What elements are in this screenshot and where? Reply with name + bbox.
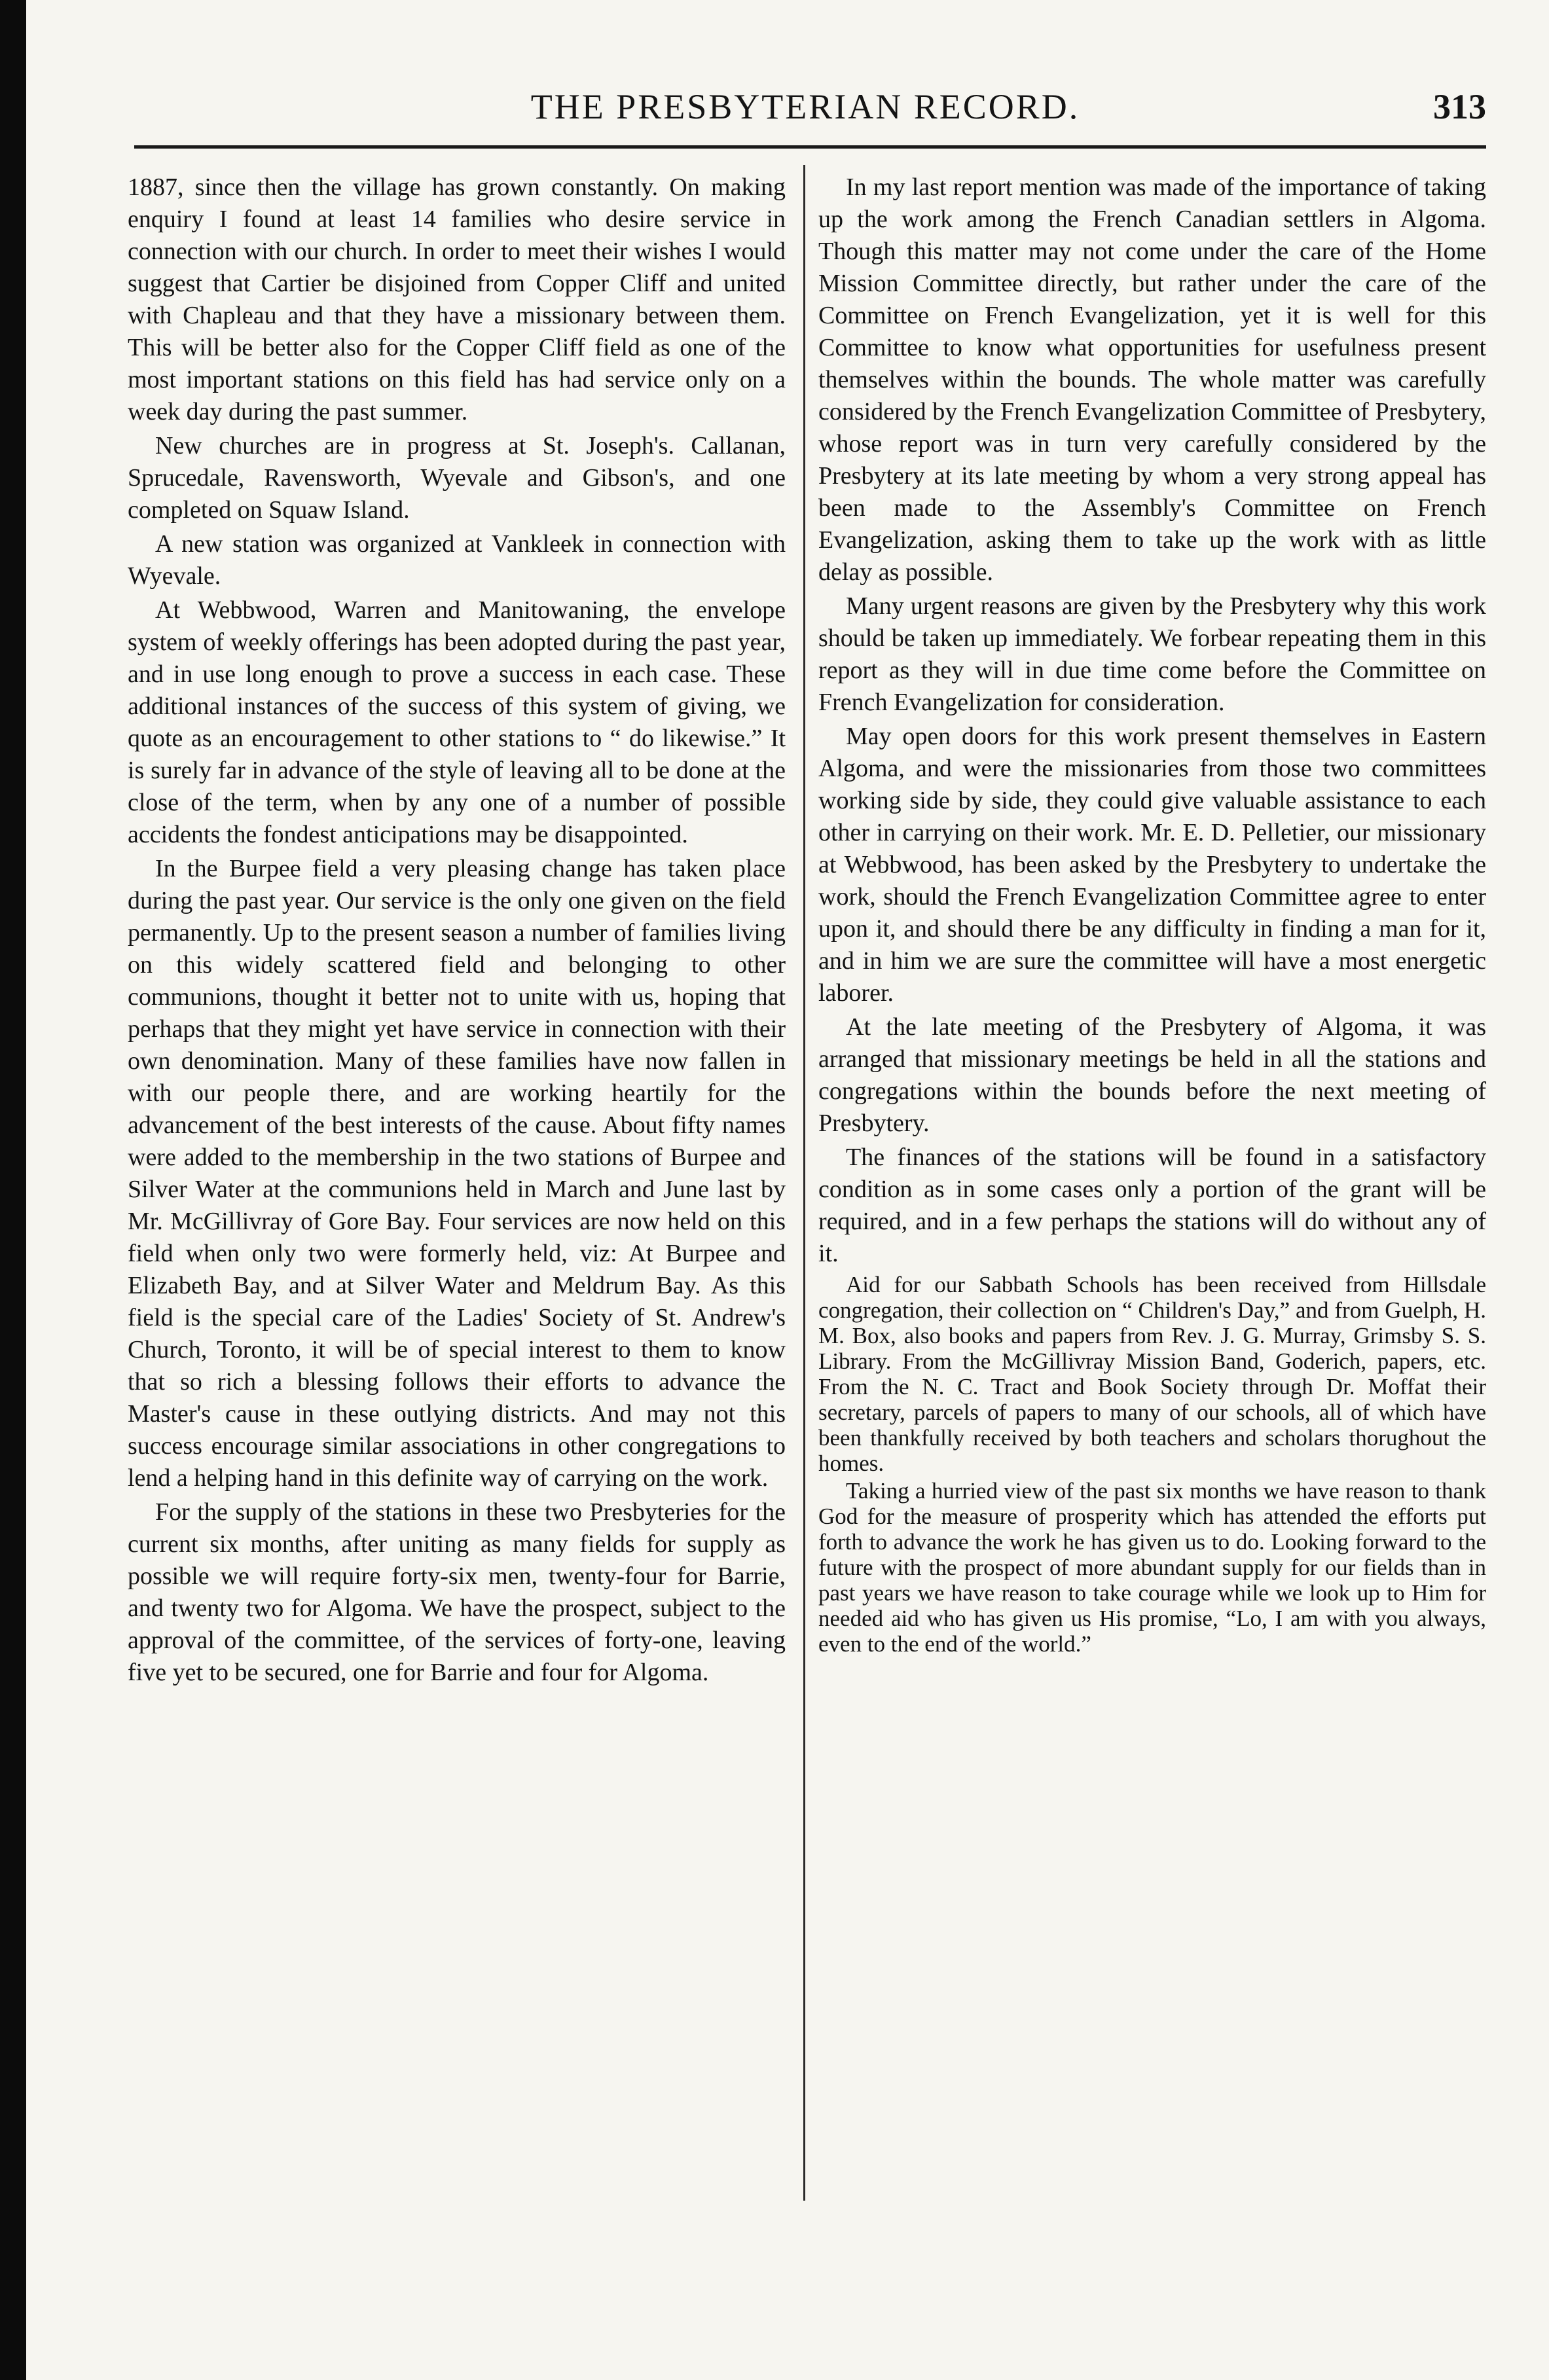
paragraph: For the supply of the stations in these two Presbyteries for the current six months, after uniting as many fields for supply as possible we will require forty-six men, twenty-four for Barrie, and twenty two for Algoma. We have the prospect, subject to the approval of the committee, of the services of forty-one, leaving five yet to be secured, one for Barrie and four for Algoma. <box>128 1498 786 1686</box>
paragraph: Aid for our Sabbath Schools has been received from Hillsdale congregation, their collection on “ Children's Day,” and from Guelph, H. M. Box, also books and papers from Rev. J. G. Murray, Grimsby S. S. Library. From the McGillivray Mission Band, Goderich, papers, etc. From the N. C. Tract and Book Society through Dr. Moffat their secretary, parcels of papers to many of our schools, all of which have been thankfully received by both teachers and scholars thorughout the homes. <box>818 1272 1486 1476</box>
paragraph: May open doors for this work present themselves in Eastern Algoma, and were the missionaries from those two committees working side by side, they could give valuable assistance to each other in carrying on their work. Mr. E. D. Pelletier, our missionary at Webbwood, has been asked by the Presbytery to undertake the work, should the French Evangelization Committee agree to enter upon it, and should there be any difficulty in finding a man for it, and in him we are sure the committee will have a most energetic laborer. <box>818 723 1486 1007</box>
paragraph: Many urgent reasons are given by the Presbytery why this work should be taken up immediately. We forbear repeating them in this report as they will in due time come before the Committee on French Evangelization for consideration. <box>818 592 1486 716</box>
paragraph: 1887, since then the village has grown constantly. On making enquiry I found at least 14 families who desire service in connection with our church. In order to meet their wishes I would suggest that Cartier be disjoined from Copper Cliff and united with Chapleau and that they have a missionary between them. This will be better also for the Copper Cliff field as one of the most important stations on this field has had service only on a week day during the past summer. <box>128 173 786 425</box>
paragraph: Taking a hurried view of the past six months we have reason to thank God for the measure of prosperity which has attended the efforts put forth to advance the work he has given us to do. Looking forward to the future with the prospect of more abundant supply for our fields than in past years we have reason to take courage while we look up to Him for needed aid who has given us His promise, “Lo, I am with you always, even to the end of the world.” <box>818 1478 1486 1657</box>
paragraph: A new station was organized at Vankleek in connection with Wyevale. <box>128 530 786 590</box>
page-number: 313 <box>1433 87 1486 126</box>
right-column <box>818 171 1486 1659</box>
paragraph: At Webbwood, Warren and Manitowaning, the envelope system of weekly offerings has been adopted during the past year, and in use long enough to prove a success in each case. These additional instances of the success of this system of giving, we quote as an encouragement to other stations to “ do likewise.” It is surely far in advance of the style of leaving all to be done at the close of the term, when by any one of a number of possible accidents the fondest anticipations may be disappointed. <box>128 596 786 848</box>
paragraph: New churches are in progress at St. Joseph's. Callanan, Sprucedale, Ravensworth, Wyevale and Gibson's, and one completed on Squaw Island. <box>128 432 786 524</box>
binding-edge <box>0 0 26 2380</box>
paragraph: In my last report mention was made of the importance of taking up the work among the French Canadian settlers in Algoma. Though this matter may not come under the care of the Home Mission Committee directly, but rather under the care of the Committee on French Evangelization, yet it is well for this Committee to know what opportunities for usefulness present themselves within the bounds. The whole matter was carefully considered by the French Evangelization Committee of Presbytery, whose report was in turn very carefully considered by the Presbytery at its late meeting by whom a very strong appeal has been made to the Assembly's Committee on French Evangelization, asking them to take up the work with as little delay as possible. <box>818 173 1486 586</box>
page-title: THE PRESBYTERIAN RECORD. <box>530 87 1080 126</box>
running-head <box>124 86 1486 132</box>
paragraph: In the Burpee field a very pleasing change has taken place during the past year. Our service is the only one given on the field permanently. Up to the present season a number of families living on this widely scattered field and belonging to other communions, thought it better not to unite with us, hoping that perhaps that they might yet have service in connection with their own denomination. Many of these families have now fallen in with our people there, and are working heartily for the advancement of the best interests of the cause. About fifty names were added to the membership in the two stations of Burpee and Silver Water at the communions held in March and June last by Mr. McGillivray of Gore Bay. Four services are now held on this field when only two were formerly held, viz: At Burpee and Elizabeth Bay, and at Silver Water and Meldrum Bay. As this field is the special care of the Ladies' Society of St. Andrew's Church, Toronto, it will be of special interest to them to know that so rich a blessing follows their efforts to advance the Master's cause in these outlying districts. And may not this success encourage similar associations in other congregations to lend a helping hand in this definite way of carrying on the work. <box>128 855 786 1492</box>
paragraph: The finances of the stations will be found in a satisfactory condition as in some cases only a portion of the grant will be required, and in a few perhaps the stations will do without any of it. <box>818 1144 1486 1267</box>
left-column <box>128 171 786 1691</box>
header-rule <box>134 145 1486 149</box>
paragraph: At the late meeting of the Presbytery of Algoma, it was arranged that missionary meetings be held in all the stations and congregations within the bounds before the next meeting of Presbytery. <box>818 1013 1486 1137</box>
column-divider <box>803 165 805 2201</box>
